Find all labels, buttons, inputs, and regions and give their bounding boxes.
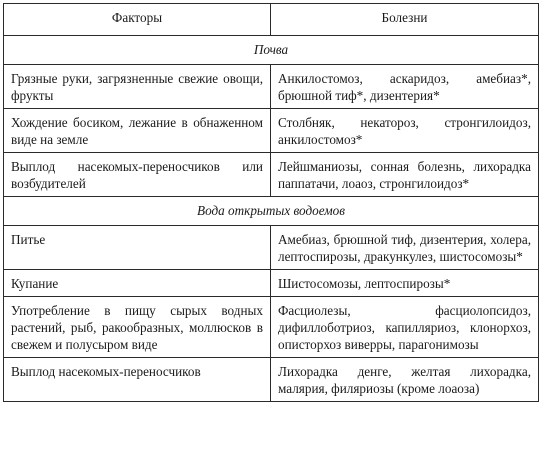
table-row — [4, 65, 539, 109]
header-factors: Факторы — [4, 4, 271, 36]
disease-cell: Столбняк, некатороз, стронгилоидоз, анкилостомоз* — [271, 109, 539, 153]
table-row — [4, 153, 539, 197]
disease-cell: Шистосомозы, лептоспирозы* — [271, 270, 539, 297]
table-row — [4, 109, 539, 153]
factor-cell: Выплод насекомых-переносчиков или возбудителей — [4, 153, 271, 197]
factor-cell: Купание — [4, 270, 271, 297]
table-row — [4, 226, 539, 270]
factor-cell: Питье — [4, 226, 271, 270]
table-row — [4, 270, 539, 297]
header-row — [4, 4, 539, 36]
factors-diseases-table — [3, 3, 539, 402]
disease-cell: Фасциолезы, фасциолопсидоз, дифиллоботриоз, капилляриоз, клонорхоз, описторхоз виверры, парагонимозы — [271, 297, 539, 358]
disease-cell: Амебиаз, брюшной тиф, дизентерия, холера, лептоспирозы, дракункулез, шистосомозы* — [271, 226, 539, 270]
disease-cell: Лихорадка денге, желтая лихорадка, малярия, филяриозы (кроме лоаоза) — [271, 358, 539, 402]
disease-cell: Лейшманиозы, сонная болезнь, лихорадка паппатачи, лоаоз, стронгилоидоз* — [271, 153, 539, 197]
header-diseases: Болезни — [271, 4, 539, 36]
disease-cell: Анкилостомоз, аскаридоз, амебиаз*, брюшной тиф*, дизентерия* — [271, 65, 539, 109]
factor-cell: Употребление в пищу сырых водных растений, рыб, ракообразных, моллюсков в свежем и полусыром виде — [4, 297, 271, 358]
section-title-soil: Почва — [4, 36, 539, 65]
section-row — [4, 197, 539, 226]
factor-cell: Хождение босиком, лежание в обнаженном виде на земле — [4, 109, 271, 153]
section-title-open-water: Вода открытых водоемов — [4, 197, 539, 226]
section-row — [4, 36, 539, 65]
table-row — [4, 358, 539, 402]
factor-cell: Выплод насекомых-переносчиков — [4, 358, 271, 402]
table-row — [4, 297, 539, 358]
factor-cell: Грязные руки, загрязненные свежие овощи, фрукты — [4, 65, 271, 109]
